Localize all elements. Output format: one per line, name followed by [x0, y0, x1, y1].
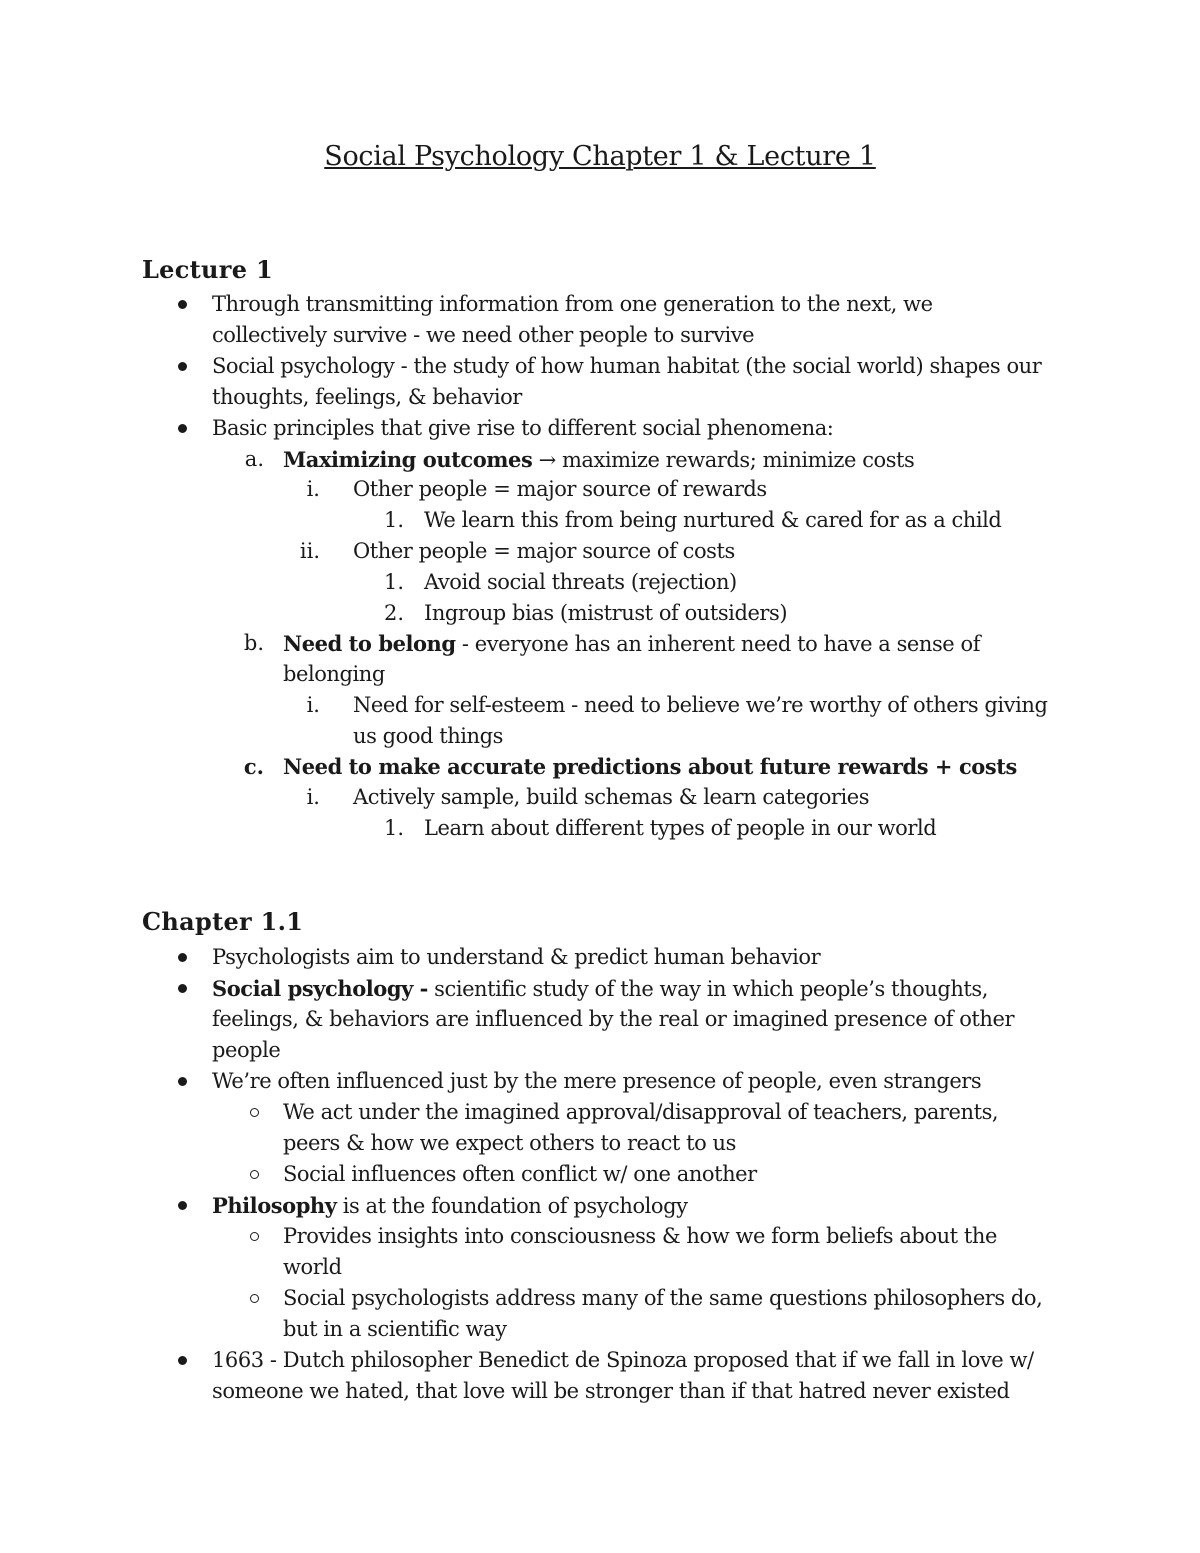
- bullet-dot: [178, 953, 187, 962]
- list-marker-1: 1.: [383, 570, 404, 594]
- principle-c-term: Need to make accurate predictions about future rewards + costs: [283, 754, 1017, 779]
- bullet-dot: [178, 1201, 187, 1210]
- chapter-bullet-2-line-3: people: [212, 1038, 281, 1062]
- principle-a-text: → maximize rewards; minimize costs: [532, 448, 915, 472]
- principle-a-ii-1: Avoid social threats (rejection): [424, 570, 737, 594]
- chapter-bullet-2-term: Social psychology -: [212, 976, 428, 1001]
- hollow-bullet: [250, 1170, 259, 1179]
- chapter-bullet-2-line-1: [212, 973, 988, 1005]
- chapter-bullet-3-sub-1-line-1: We act under the imagined approval/disapproval of teachers, parents,: [283, 1100, 999, 1124]
- bullet-dot: [178, 1356, 187, 1365]
- hollow-bullet: [250, 1232, 259, 1241]
- principle-b-term: Need to belong: [283, 631, 456, 656]
- hollow-bullet: [250, 1294, 259, 1303]
- principle-a-ii-2: Ingroup bias (mistrust of outsiders): [424, 601, 788, 625]
- chapter-bullet-2-text: scientific study of the way in which people’s thoughts,: [427, 977, 988, 1001]
- chapter-bullet-1: Psychologists aim to understand & predict human behavior: [212, 945, 821, 969]
- bullet-dot: [178, 984, 187, 993]
- list-marker-i: i.: [306, 477, 320, 501]
- hollow-bullet: [250, 1108, 259, 1117]
- list-marker-ii: ii.: [299, 539, 320, 563]
- bullet-dot: [178, 424, 187, 433]
- chapter-bullet-4-sub-2-line-1: Social psychologists address many of the same questions philosophers do,: [283, 1286, 1043, 1310]
- chapter-bullet-4-term: Philosophy: [212, 1193, 337, 1218]
- principle-a-i: Other people = major source of rewards: [353, 477, 767, 501]
- list-marker-c: [230, 751, 264, 783]
- list-marker-a: a.: [244, 447, 264, 471]
- chapter-bullet-4-sub-1-line-2: world: [283, 1255, 342, 1279]
- bullet-dot: [178, 362, 187, 371]
- chapter-bullet-4-sub-2-line-2: but in a scientific way: [283, 1317, 507, 1341]
- principle-c-i-1: Learn about different types of people in our world: [424, 816, 937, 840]
- lecture-heading: Lecture 1: [142, 255, 273, 284]
- principle-b-i-line-1: Need for self-esteem - need to believe we’re worthy of others giving: [353, 693, 1048, 717]
- list-marker-b: b.: [243, 631, 264, 655]
- principle-c-i: Actively sample, build schemas & learn categories: [353, 785, 870, 809]
- principle-b-i-line-2: us good things: [353, 724, 503, 748]
- list-marker-i: i.: [306, 693, 320, 717]
- principle-a-i-1: We learn this from being nurtured & cared for as a child: [424, 508, 1002, 532]
- chapter-bullet-4: [212, 1190, 688, 1222]
- bullet-dot: [178, 1077, 187, 1086]
- lecture-bullet-3: Basic principles that give rise to different social phenomena:: [212, 416, 834, 440]
- list-marker-1: 1.: [383, 816, 404, 840]
- principle-b-line-2: belonging: [283, 662, 385, 686]
- list-marker-i: i.: [306, 785, 320, 809]
- principle-c: [283, 751, 1017, 783]
- chapter-heading: Chapter 1.1: [142, 907, 304, 936]
- lecture-bullet-1-line-2: collectively survive - we need other people to survive: [212, 323, 755, 347]
- page-title: Social Psychology Chapter 1 & Lecture 1: [324, 141, 876, 172]
- chapter-bullet-3: We’re often influenced just by the mere presence of people, even strangers: [212, 1069, 982, 1093]
- lecture-bullet-1-line-1: Through transmitting information from one generation to the next, we: [212, 292, 933, 316]
- chapter-bullet-5-line-1: 1663 - Dutch philosopher Benedict de Spinoza proposed that if we fall in love w/: [212, 1348, 1034, 1372]
- list-marker-2: 2.: [383, 601, 404, 625]
- chapter-bullet-4-text: is at the foundation of psychology: [336, 1194, 688, 1218]
- bullet-dot: [178, 300, 187, 309]
- principle-a-ii: Other people = major source of costs: [353, 539, 735, 563]
- lecture-bullet-2-line-2: thoughts, feelings, & behavior: [212, 385, 522, 409]
- principle-b-text: - everyone has an inherent need to have a sense of: [455, 632, 981, 656]
- chapter-bullet-3-sub-2: Social influences often conflict w/ one another: [283, 1162, 757, 1186]
- chapter-bullet-2-line-2: feelings, & behaviors are influenced by the real or imagined presence of other: [212, 1007, 1015, 1031]
- principle-a-term: Maximizing outcomes: [283, 447, 533, 472]
- list-marker-c-text: c.: [243, 754, 264, 779]
- list-marker-1: 1.: [383, 508, 404, 532]
- chapter-bullet-3-sub-1-line-2: peers & how we expect others to react to us: [283, 1131, 736, 1155]
- principle-a: [283, 444, 914, 476]
- lecture-bullet-2-line-1: Social psychology - the study of how human habitat (the social world) shapes our: [212, 354, 1042, 378]
- principle-b-line-1: [283, 628, 980, 660]
- chapter-bullet-4-sub-1-line-1: Provides insights into consciousness & how we form beliefs about the: [283, 1224, 997, 1248]
- chapter-bullet-5-line-2: someone we hated, that love will be stronger than if that hatred never existed: [212, 1379, 1010, 1403]
